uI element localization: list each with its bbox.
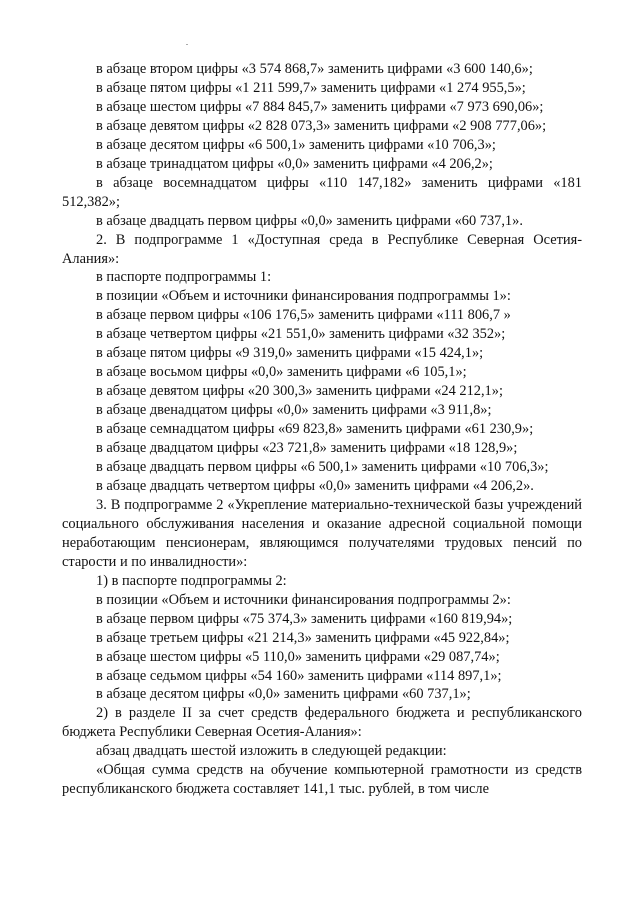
paragraph: в абзаце двадцать четвертом цифры «0,0» заменить цифрами «4 206,2».	[96, 477, 534, 494]
paragraph: в абзаце пятом цифры «9 319,0» заменить цифрами «15 424,1»;	[96, 345, 484, 362]
paragraph: в абзаце третьем цифры «21 214,3» заменить цифрами «45 922,84»;	[96, 629, 510, 646]
paragraph: в абзаце четвертом цифры «21 551,0» заменить цифрами «32 352»;	[96, 326, 506, 343]
paragraph: в абзаце двадцать первом цифры «0,0» заменить цифрами «60 737,1».	[96, 212, 523, 229]
paragraph: в позиции «Объем и источники финансирования подпрограммы 2»:	[96, 591, 511, 608]
paragraph: в абзаце двенадцатом цифры «0,0» заменить цифрами «3 911,8»;	[96, 402, 492, 419]
paragraph: в абзаце девятом цифры «2 828 073,3» заменить цифрами «2 908 777,06»;	[96, 117, 547, 134]
paragraph: в абзаце восьмом цифры «0,0» заменить цифрами «6 105,1»;	[96, 364, 467, 381]
paragraph: абзац двадцать шестой изложить в следующей редакции:	[96, 743, 447, 760]
paragraph: 1) в паспорте подпрограммы 2:	[96, 572, 287, 589]
paragraph: в абзаце девятом цифры «20 300,3» заменить цифрами «24 212,1»;	[96, 383, 503, 400]
paragraph: в абзаце первом цифры «75 374,3» заменить цифрами «160 819,94»;	[96, 610, 513, 627]
paragraph: в абзаце восемнадцатом цифры «110 147,182» заменить цифрами «181 512,382»;	[62, 174, 582, 210]
page-mark	[186, 44, 188, 45]
paragraph: в позиции «Объем и источники финансирования подпрограммы 1»:	[96, 288, 511, 305]
section-heading: 2. В подпрограмме 1 «Доступная среда в Республике Северная Осетия-Алания»:	[62, 231, 582, 267]
paragraph: в абзаце пятом цифры «1 211 599,7» заменить цифрами «1 274 955,5»;	[96, 79, 526, 96]
paragraph: в абзаце первом цифры «106 176,5» заменить цифрами «111 806,7 »	[96, 307, 511, 324]
paragraph: в абзаце десятом цифры «0,0» заменить цифрами «60 737,1»;	[96, 686, 471, 703]
paragraph: в абзаце тринадцатом цифры «0,0» заменить цифрами «4 206,2»;	[96, 155, 493, 172]
paragraph: 2) в разделе II за счет средств федерального бюджета и республиканского бюджета Республики Северная Осетия-Алания»:	[62, 705, 582, 741]
paragraph: в абзаце шестом цифры «5 110,0» заменить цифрами «29 087,74»;	[96, 648, 500, 665]
paragraph: в абзаце двадцать первом цифры «6 500,1» заменить цифрами «10 706,3»;	[96, 459, 549, 476]
paragraph: в паспорте подпрограммы 1:	[96, 269, 272, 286]
paragraph: в абзаце десятом цифры «6 500,1» заменить цифрами «10 706,3»;	[96, 136, 496, 153]
section-heading: 3. В подпрограмме 2 «Укрепление материально-технической базы учреждений социального обслуживания населения и оказание адресной социальной помощи неработающим пенсионерам, являющимся получателями трудовых пенсий по старости и по инвалидности»:	[62, 496, 582, 570]
document-page	[62, 60, 582, 799]
paragraph: в абзаце седьмом цифры «54 160» заменить цифрами «114 897,1»;	[96, 667, 502, 684]
paragraph: в абзаце шестом цифры «7 884 845,7» заменить цифрами «7 973 690,06»;	[96, 98, 544, 115]
paragraph: в абзаце двадцатом цифры «23 721,8» заменить цифрами «18 128,9»;	[96, 440, 518, 457]
paragraph: «Общая сумма средств на обучение компьютерной грамотности из средств республиканского бюджета составляет 141,1 тыс. рублей, в том числе	[62, 762, 582, 798]
paragraph: в абзаце семнадцатом цифры «69 823,8» заменить цифрами «61 230,9»;	[96, 421, 534, 438]
paragraph: в абзаце втором цифры «3 574 868,7» заменить цифрами «3 600 140,6»;	[96, 61, 533, 77]
